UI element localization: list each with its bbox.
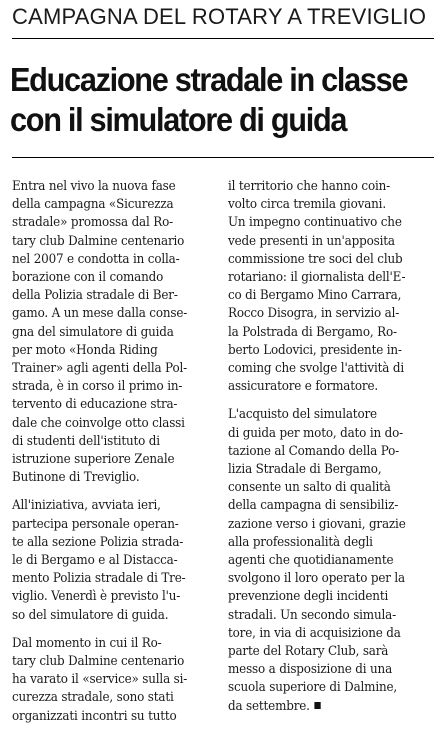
text-line: tervento di educazione stra- [12,397,178,413]
text-line: messo a disposizione di una [228,662,393,678]
text-line: tary club Dalmine centenario [12,233,185,249]
headline-line-2: con il simulatore di guida [10,101,347,138]
text-line: per moto «Honda Riding [12,342,158,358]
article-column-left [12,178,217,726]
text-line: prevenzione degli incidenti [228,589,389,605]
text-line: commissione tre soci del club [228,251,403,267]
text-line: la Polstrada di Bergamo, Ro- [228,324,397,340]
text-line: tary club Dalmine centenario [12,654,185,670]
text-line: stradali. Un secondo simula- [228,607,396,623]
text-line: rotariano: il giornalista dell'E- [228,270,406,286]
text-line: le di Bergamo e al Distacca- [12,553,178,569]
text-line: agenti che quotidianamente [228,553,394,569]
text-line: vede presenti in un'apposita [228,233,395,249]
text-line: istruzione superiore Zenale [12,452,175,468]
text-line: L'acquisto del simulatore [228,407,377,423]
text-line: Un impegno continuativo che [228,215,402,231]
text-line: dale che coinvolge otto classi [12,415,185,431]
text-line: volto circa tremila giovani. [228,197,386,213]
text-line: borazione con il comando [12,270,164,286]
text-line: te alla sezione Polizia strada- [12,534,184,550]
article-paragraph [12,497,197,624]
text-line: partecipa personale operan- [12,516,179,532]
text-line: gamo. A un mese dalla conse- [12,306,188,322]
text-line: svolgono il loro operato per la [228,571,406,587]
text-line: ha varato il «service» sulla si- [12,672,188,688]
text-line: curezza stradale, sono stati [12,690,174,706]
text-line: Butinone di Treviglio. [12,470,140,486]
text-line: parte del Rotary Club, sarà [228,644,389,660]
headline-divider [12,157,434,158]
article-paragraph [228,406,413,715]
text-line: di studenti dell'istituto di [12,433,160,449]
headline-line-1: Educazione stradale in classe [10,61,408,98]
text-line: scuola superiore di Dalmine, [228,680,398,696]
text-line: della campagna «Sicurezza [12,197,174,213]
article-paragraph [228,178,413,396]
article-paragraph [12,635,197,726]
text-line: della campagna di sensibiliz- [228,498,399,514]
text-line: stradale» promossa dal Ro- [12,215,174,231]
text-line: il territorio che hanno coin- [228,179,391,194]
text-line: mento Polizia stradale di Tre- [12,571,186,587]
text-line: strada, è in corso il primo in- [12,379,183,395]
text-line: da settembre. [228,698,310,714]
end-of-article-mark [314,702,320,709]
text-line: tazione al Comando della Po- [228,443,399,459]
text-line: lizia Stradale di Bergamo, [228,462,382,478]
text-line: coming che svolge l'attività di [228,361,404,377]
text-line: alla professionalità degli [228,534,373,550]
article-paragraph [12,178,197,487]
text-line: tore, in via di acquisizione da [228,625,401,641]
text-line: Entra nel vivo la nuova fase [12,179,176,194]
text-line: assicuratore e formatore. [228,379,378,395]
text-line: organizzati incontri su tutto [12,708,177,724]
text-line-last [228,698,413,716]
text-line: Dal momento in cui il Ro- [12,635,162,651]
text-line: viglio. Venerdì è previsto l'u- [12,589,181,605]
text-line: Trainer» agli agenti della Pol- [12,361,187,377]
text-line: All'iniziativa, avviata ieri, [12,498,161,514]
text-line: berto Lodovici, presidente in- [228,342,402,358]
text-line: so del simulatore di guida. [12,607,169,623]
article-headline [10,60,434,140]
text-line: di guida per moto, dato in do- [228,425,403,441]
article-column-right [228,178,433,716]
text-line: della Polizia stradale di Ber- [12,288,178,304]
text-line: gna del simulatore di guida [12,324,174,340]
text-line: zazione verso i giovani, grazie [228,516,406,532]
text-line: co di Bergamo Mino Carrara, [228,288,402,304]
text-line: Rocco Disogra, in servizio al- [228,306,400,322]
text-line: nel 2007 e condotta in colla- [12,251,180,267]
kicker-divider [12,38,434,39]
text-line: consente un salto di qualità [228,480,391,496]
section-kicker: CAMPAGNA DEL ROTARY A TREVIGLIO [12,4,427,29]
